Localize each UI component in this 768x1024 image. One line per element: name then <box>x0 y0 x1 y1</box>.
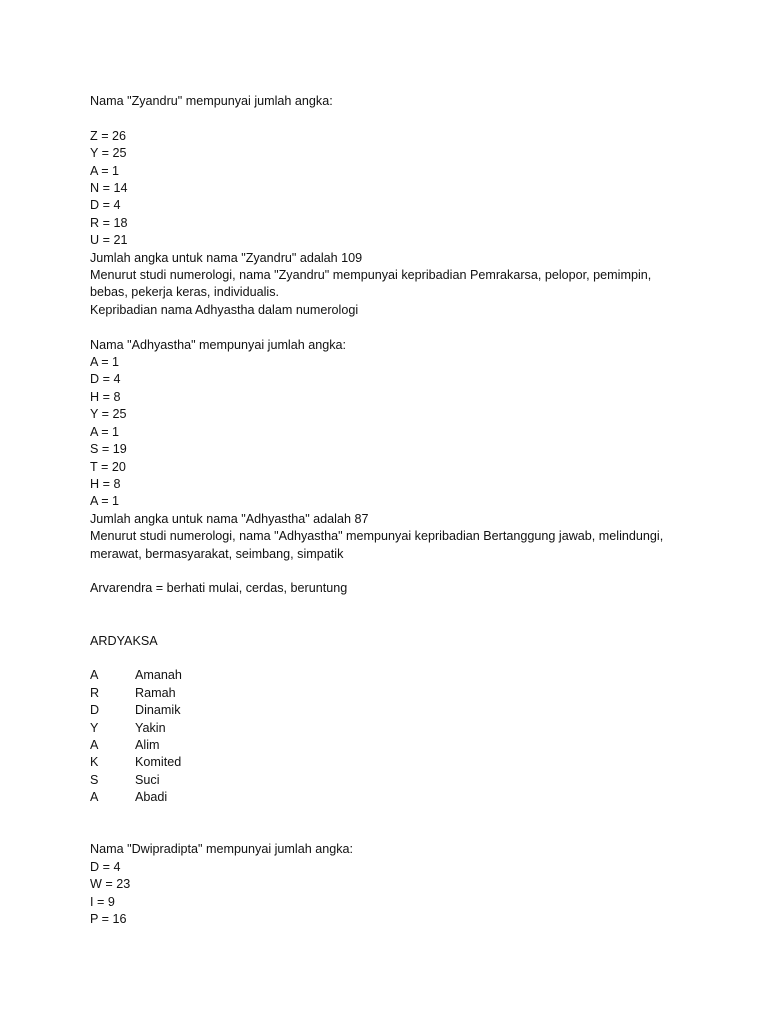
spacer <box>90 319 690 336</box>
acronym-letter: R <box>90 685 100 700</box>
acronym-letter: Y <box>90 720 99 735</box>
spacer <box>90 598 690 633</box>
acronym-row <box>90 737 690 754</box>
acronym-row <box>90 685 690 702</box>
acronym-row <box>90 720 690 737</box>
acronym-letter: A <box>90 668 99 683</box>
zyandru-description: Menurut studi numerologi, nama "Zyandru" mempunyai kepribadian Pemrakarsa, pelopor, pemimpin, <box>90 268 652 283</box>
spacer <box>90 807 690 842</box>
acronym-word: Abadi <box>135 790 168 805</box>
adhyastha-letter: A = 1 <box>90 355 120 370</box>
adhyastha-description: Menurut studi numerologi, nama "Adhyastha" mempunyai kepribadian Bertanggung jawab, melindungi, <box>90 529 664 544</box>
spacer <box>90 110 690 127</box>
zyandru-letter: R = 18 <box>90 215 128 230</box>
acronym-row <box>90 754 690 771</box>
zyandru-letter: Z = 26 <box>90 128 127 143</box>
acronym-letter: S <box>90 772 99 787</box>
acronym-word: Suci <box>135 772 160 787</box>
adhyastha-letter: H = 8 <box>90 389 121 404</box>
dwipradipta-heading: Nama "Dwipradipta" mempunyai jumlah angka: <box>90 842 354 857</box>
document-body <box>90 93 690 928</box>
acronym-word: Ramah <box>135 685 176 700</box>
zyandru-letter: D = 4 <box>90 198 121 213</box>
adhyastha-letter: S = 19 <box>90 442 127 457</box>
acronym-word: Komited <box>135 755 182 770</box>
zyandru-letter: U = 21 <box>90 233 128 248</box>
zyandru-letter: Y = 25 <box>90 146 127 161</box>
zyandru-description-cont: bebas, pekerja keras, individualis. <box>90 285 280 300</box>
adhyastha-letter: A = 1 <box>90 424 120 439</box>
spacer <box>90 650 690 667</box>
acronym-letter: A <box>90 790 99 805</box>
acronym-word: Yakin <box>135 720 166 735</box>
adhyastha-heading: Nama "Adhyastha" mempunyai jumlah angka: <box>90 337 347 352</box>
spacer <box>90 563 690 580</box>
acronym-word: Amanah <box>135 668 182 683</box>
adhyastha-letter: A = 1 <box>90 494 120 509</box>
adhyastha-letter: Y = 25 <box>90 407 127 422</box>
acronym-letter: A <box>90 737 99 752</box>
zyandru-total: Jumlah angka untuk nama "Zyandru" adalah 109 <box>90 250 363 265</box>
adhyastha-intro: Kepribadian nama Adhyastha dalam numerologi <box>90 302 359 317</box>
adhyastha-total: Jumlah angka untuk nama "Adhyastha" adalah 87 <box>90 511 369 526</box>
dwipradipta-letter: P = 16 <box>90 912 127 926</box>
acronym-word: Dinamik <box>135 703 181 718</box>
acronym-row <box>90 667 690 684</box>
adhyastha-letter: D = 4 <box>90 372 121 387</box>
adhyastha-description-cont: merawat, bermasyarakat, seimbang, simpatik <box>90 546 344 561</box>
adhyastha-letter: H = 8 <box>90 476 121 491</box>
dwipradipta-letter: D = 4 <box>90 859 121 874</box>
acronym-row <box>90 702 690 719</box>
zyandru-heading: Nama "Zyandru" mempunyai jumlah angka: <box>90 94 333 108</box>
zyandru-letter: N = 14 <box>90 181 128 196</box>
acronym-letter: D <box>90 703 100 718</box>
dwipradipta-letter: W = 23 <box>90 877 131 892</box>
acronym-letter: K <box>90 755 99 770</box>
adhyastha-letter: T = 20 <box>90 459 126 474</box>
zyandru-letter: A = 1 <box>90 163 120 178</box>
dwipradipta-letter: I = 9 <box>90 894 115 909</box>
acronym-row <box>90 772 690 789</box>
acronym-row <box>90 789 690 806</box>
acronym-word: Alim <box>135 737 160 752</box>
arvarendra-line: Arvarendra = berhati mulai, cerdas, beruntung <box>90 581 348 596</box>
ardyaksa-title: ARDYAKSA <box>90 633 158 648</box>
